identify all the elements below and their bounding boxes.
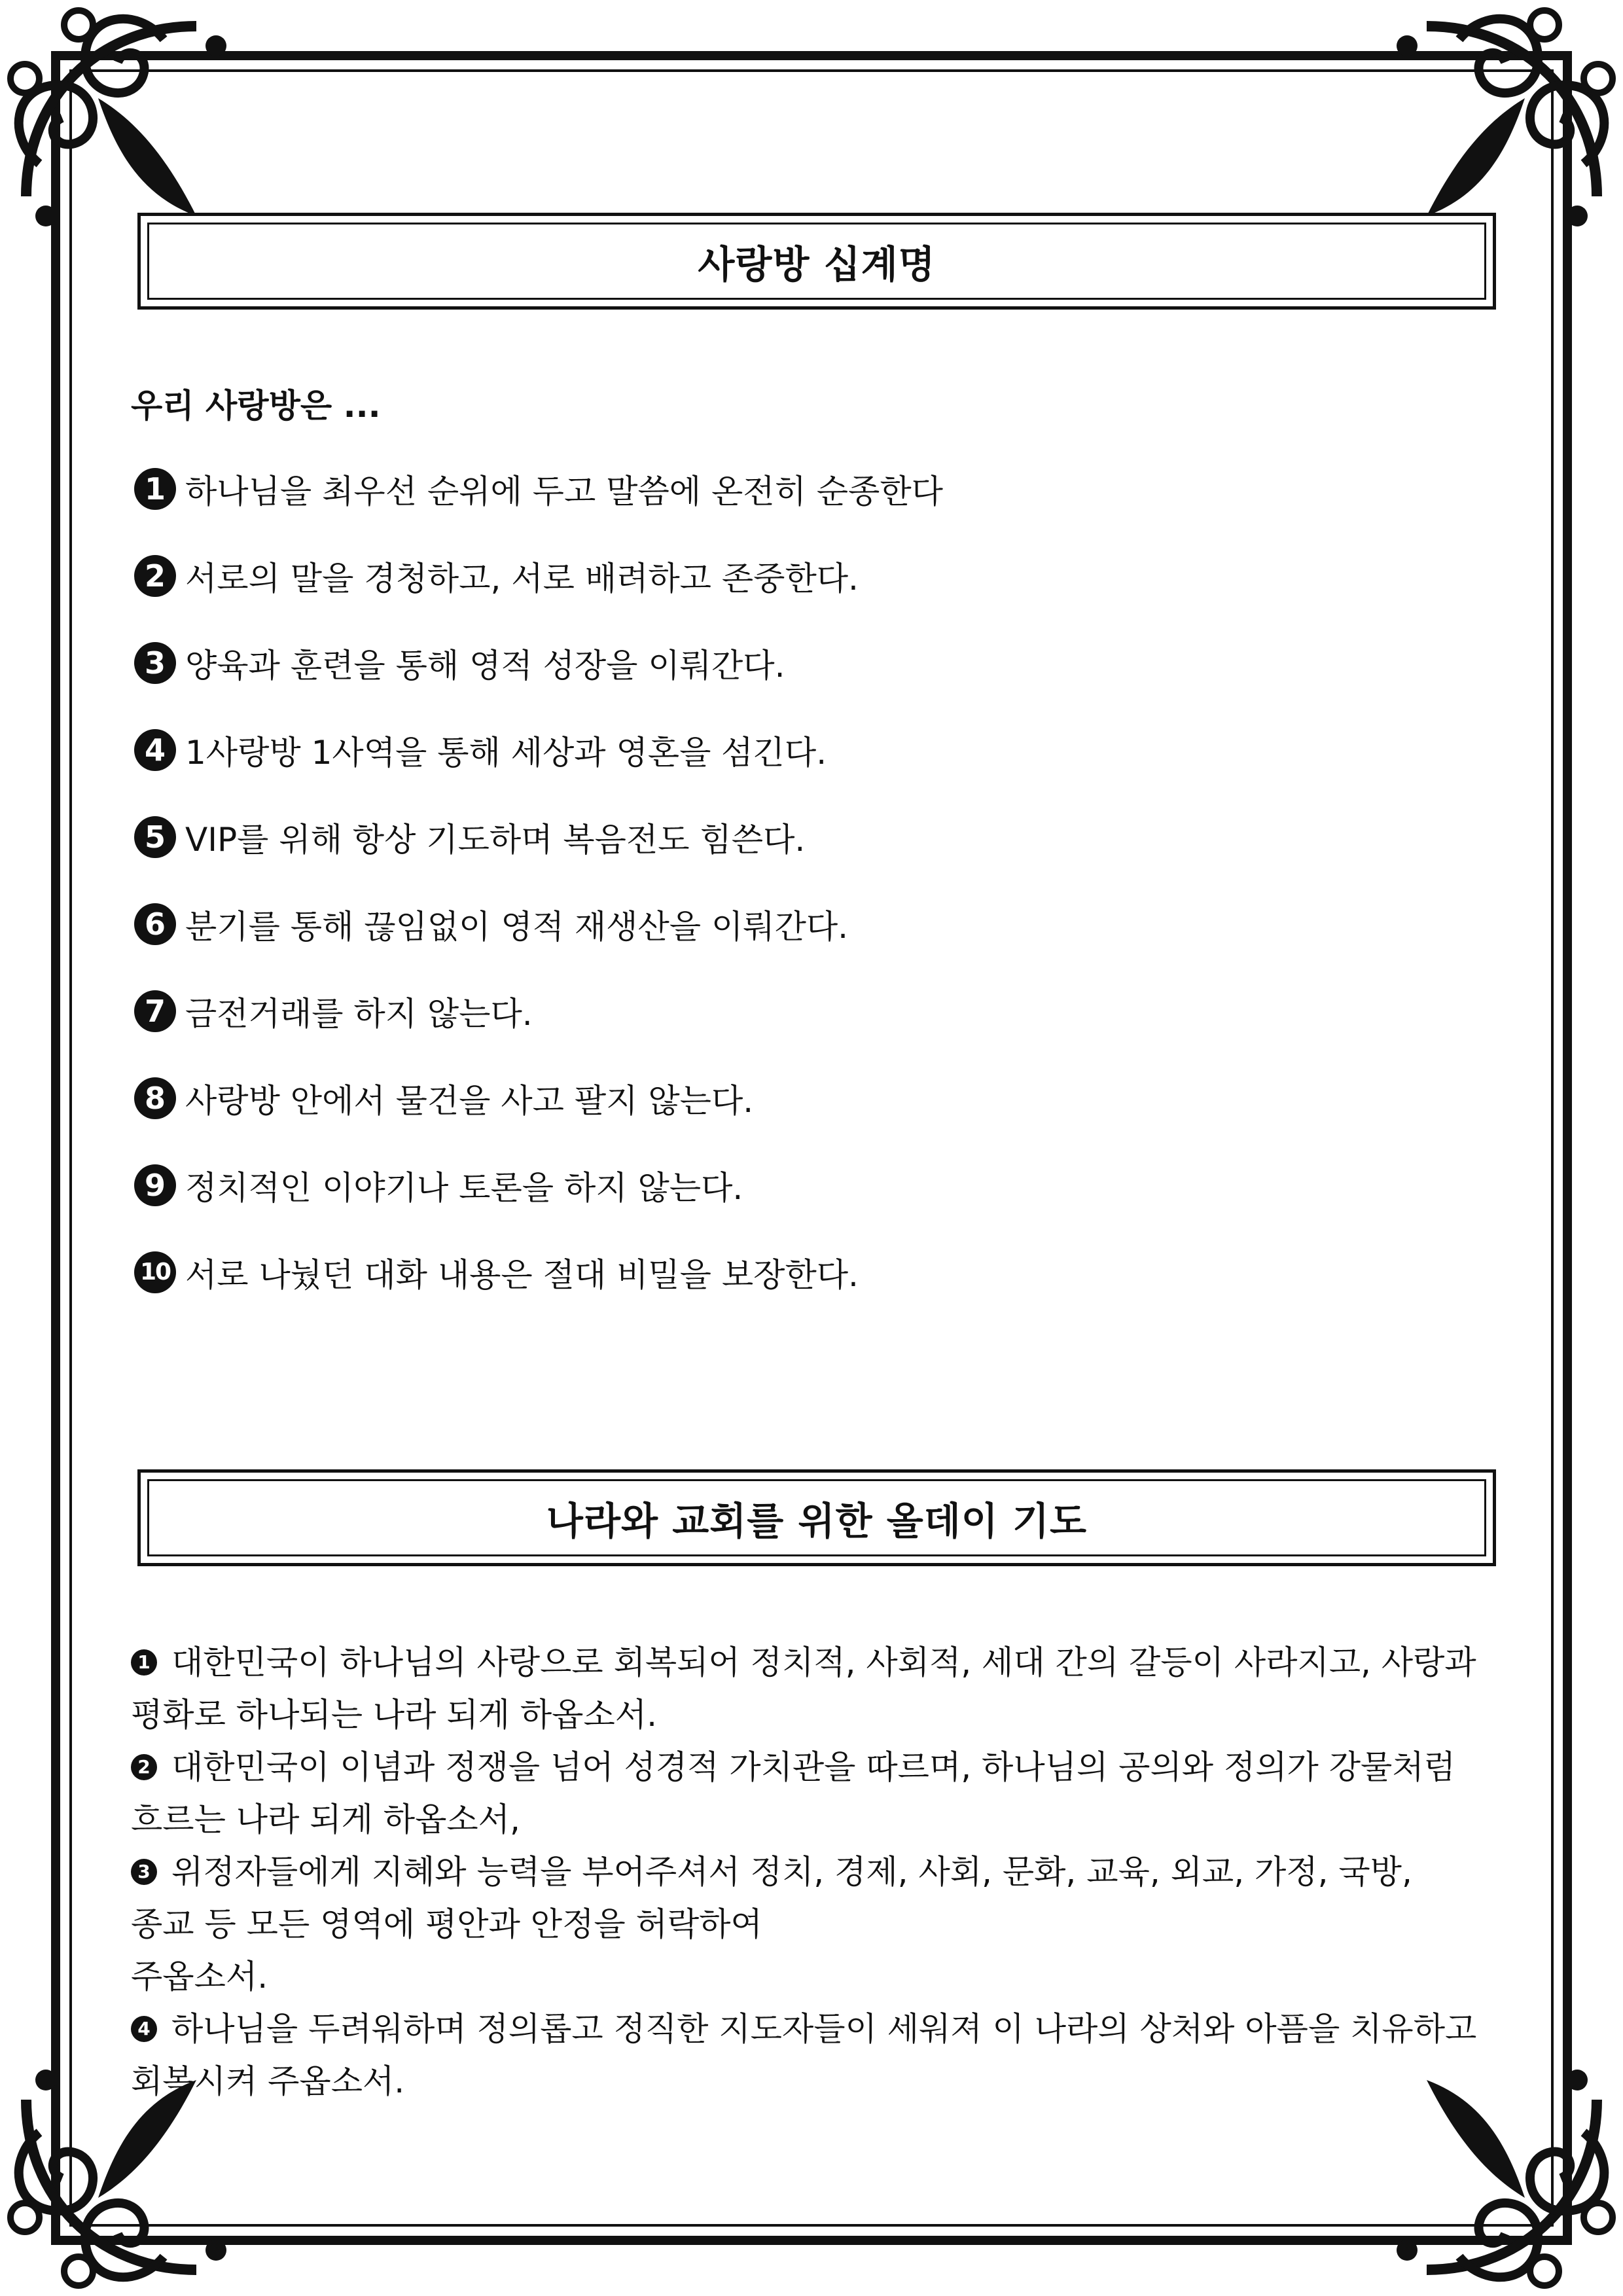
- prayer-line: 위정자들에게 지혜와 능력을 부어주셔서 정치, 경제, 사회, 문화, 교육, 외교, 가정, 국방,: [171, 1853, 1412, 1891]
- prayer-line: 하나님을 두려워하며 정의롭고 정직한 지도자들이 세워져 이 나라의 상처와 아픔을 치유하고: [171, 2010, 1477, 2048]
- number-badge: 10: [134, 1251, 176, 1293]
- section-title-inner: [147, 223, 1486, 300]
- rule-text: 서로 나눴던 대화 내용은 절대 비밀을 보장한다.: [185, 1255, 859, 1294]
- rule-text: 사랑방 안에서 물건을 사고 팔지 않는다.: [185, 1081, 754, 1120]
- prayer-line: 평화로 하나되는 나라 되게 하옵소서.: [131, 1696, 657, 1734]
- number-badge: 3: [134, 642, 176, 684]
- prayer-line: 종교 등 모든 영역에 평안과 안정을 허락하여: [131, 1905, 762, 1943]
- rule-text: 하나님을 최우선 순위에 두고 말씀에 온전히 순종한다: [185, 472, 943, 511]
- list-item: [131, 1636, 1486, 1741]
- rule-text: 서로의 말을 경청하고, 서로 배려하고 존중한다.: [185, 559, 859, 598]
- corner-ornament-top-right: [1397, 10, 1613, 226]
- list-item: [134, 1229, 1476, 1316]
- prayer-line: 주옵소서.: [131, 1958, 268, 1996]
- list-item: [131, 2003, 1486, 2108]
- list-item: [134, 619, 1476, 706]
- section-title-inner: [147, 1479, 1486, 1556]
- number-badge: 2: [131, 1754, 157, 1780]
- intro-text: 우리 사랑방은 ...: [131, 387, 381, 425]
- rule-text: 1사랑방 1사역을 통해 세상과 영혼을 섬긴다.: [185, 733, 827, 772]
- corner-ornament-top-left: [10, 10, 226, 226]
- list-item: [131, 1846, 1486, 2003]
- number-badge: 8: [134, 1077, 176, 1119]
- number-badge: 5: [134, 816, 176, 858]
- prayer-line: 흐르는 나라 되게 하옵소서,: [131, 1801, 520, 1839]
- section-title: 사랑방 십계명: [698, 242, 936, 287]
- number-badge: 3: [131, 1859, 157, 1885]
- section-title-box: [137, 1469, 1496, 1566]
- number-badge: 4: [134, 729, 176, 771]
- number-badge: 2: [134, 555, 176, 597]
- prayer-line: 대한민국이 이념과 정쟁을 넘어 성경적 가치관을 따르며, 하나님의 공의와 정의가 강물처럼: [171, 1748, 1455, 1786]
- list-item: [131, 1741, 1486, 1846]
- list-item: [134, 445, 1476, 532]
- rule-text: VIP를 위해 항상 기도하며 복음전도 힘쓴다.: [185, 820, 806, 859]
- number-badge: 7: [134, 990, 176, 1032]
- number-badge: 9: [134, 1164, 176, 1206]
- prayer-line: 회복시켜 주옵소서.: [131, 2062, 405, 2100]
- prayer-list: [131, 1636, 1486, 2108]
- list-item: [134, 967, 1476, 1054]
- rule-text: 금전거래를 하지 않는다.: [185, 994, 533, 1033]
- number-badge: 6: [134, 903, 176, 945]
- number-badge: 1: [131, 1649, 157, 1676]
- section-title-box: [137, 213, 1496, 310]
- rule-text: 분기를 통해 끊임없이 영적 재생산을 이뤄간다.: [185, 907, 849, 946]
- section-title: 나라와 교회를 위한 올데이 기도: [546, 1499, 1088, 1543]
- list-item: [134, 1054, 1476, 1141]
- list-item: [134, 880, 1476, 967]
- rules-list: [134, 445, 1476, 1316]
- list-item: [134, 1141, 1476, 1229]
- rule-text: 정치적인 이야기나 토론을 하지 않는다.: [185, 1168, 743, 1207]
- prayer-line: 대한민국이 하나님의 사랑으로 회복되어 정치적, 사회적, 세대 간의 갈등이 사라지고, 사랑과: [171, 1643, 1476, 1681]
- list-item: [134, 706, 1476, 793]
- number-badge: 1: [134, 468, 176, 510]
- rule-text: 양육과 훈련을 통해 영적 성장을 이뤄간다.: [185, 646, 785, 685]
- number-badge: 4: [131, 2016, 157, 2042]
- list-item: [134, 793, 1476, 880]
- list-item: [134, 532, 1476, 619]
